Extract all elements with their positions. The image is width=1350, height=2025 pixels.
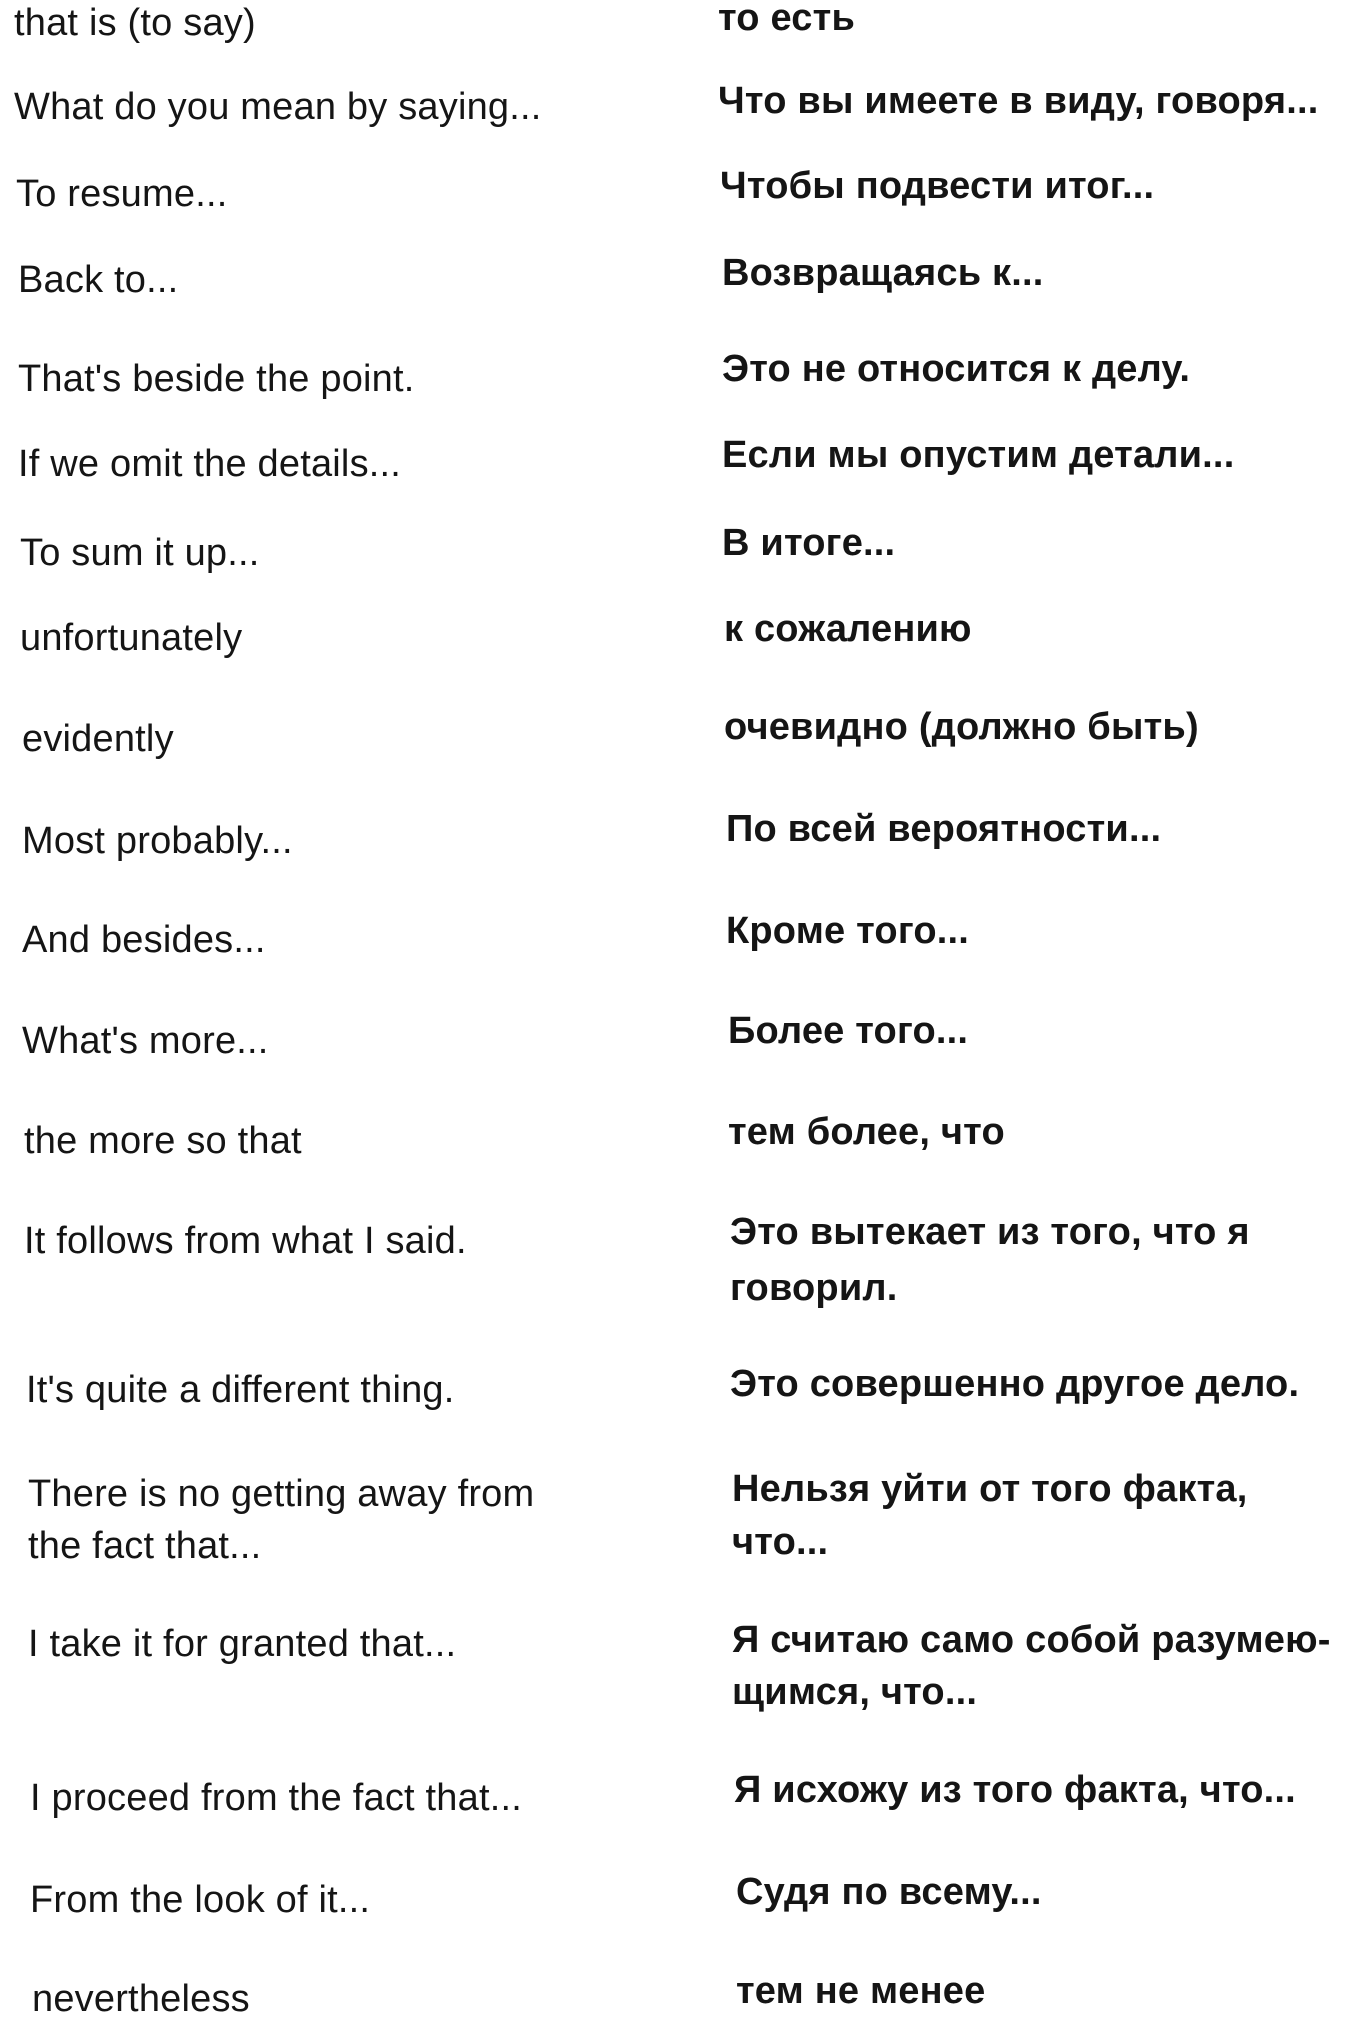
phrase-ru-6: Если мы опустим детали... xyxy=(722,434,1235,476)
phrase-ru-12: Более того... xyxy=(728,1010,969,1052)
phrase-ru-9: очевидно (должно быть) xyxy=(724,706,1199,748)
phrase-en-10: Most probably... xyxy=(22,820,293,862)
phrase-en-18: I proceed from the fact that... xyxy=(30,1777,522,1819)
phrase-en-12: What's more... xyxy=(22,1020,269,1062)
phrase-ru-16: Нельзя уйти от того факта, xyxy=(732,1468,1248,1510)
phrase-ru-14-line-2: говорил. xyxy=(730,1267,898,1309)
phrase-ru-13: тем более, что xyxy=(728,1111,1005,1153)
phrase-en-2: What do you mean by saying... xyxy=(14,86,542,128)
phrase-en-17: I take it for granted that... xyxy=(28,1623,457,1665)
phrase-ru-16-line-2: что... xyxy=(732,1521,829,1563)
phrase-en-1: that is (to say) xyxy=(14,2,256,44)
phrase-ru-2: Что вы имеете в виду, говоря... xyxy=(718,80,1319,122)
phrase-en-16: There is no getting away from xyxy=(28,1473,535,1515)
phrase-en-15: It's quite a different thing. xyxy=(26,1369,455,1411)
phrase-ru-3: Чтобы подвести итог... xyxy=(720,165,1155,207)
phrase-ru-15: Это совершенно другое дело. xyxy=(730,1363,1300,1405)
phrase-ru-17-line-2: щимся, что... xyxy=(732,1671,978,1713)
phrase-ru-19: Судя по всему... xyxy=(736,1871,1042,1913)
phrase-en-19: From the look of it... xyxy=(30,1879,371,1921)
phrase-en-11: And besides... xyxy=(22,919,266,961)
phrase-ru-10: По всей вероятности... xyxy=(726,808,1162,850)
phrase-ru-14: Это вытекает из того, что я xyxy=(730,1211,1250,1253)
phrase-en-16-line-2: the fact that... xyxy=(28,1525,262,1567)
phrase-en-5: That's beside the point. xyxy=(18,358,415,400)
phrase-ru-17: Я считаю само собой разумею- xyxy=(732,1619,1331,1661)
phrase-en-4: Back to... xyxy=(18,259,179,301)
phrase-ru-8: к сожалению xyxy=(724,608,972,650)
phrase-en-6: If we omit the details... xyxy=(18,443,402,485)
phrase-ru-11: Кроме того... xyxy=(726,910,970,952)
phrase-ru-18: Я исхожу из того факта, что... xyxy=(734,1769,1296,1811)
phrase-ru-4: Возвращаясь к... xyxy=(722,252,1044,294)
phrase-en-13: the more so that xyxy=(24,1120,302,1162)
phrase-en-20: nevertheless xyxy=(32,1978,250,2020)
phrase-en-7: To sum it up... xyxy=(20,532,260,574)
phrase-en-8: unfortunately xyxy=(20,617,243,659)
phrase-ru-1: то есть xyxy=(718,0,856,39)
phrase-en-3: To resume... xyxy=(16,173,228,215)
phrase-ru-5: Это не относится к делу. xyxy=(722,348,1191,390)
phrase-ru-7: В итоге... xyxy=(722,522,896,564)
phrase-ru-20: тем не менее xyxy=(736,1970,986,2012)
phrase-en-14: It follows from what I said. xyxy=(24,1220,467,1262)
phrase-en-9: evidently xyxy=(22,718,174,760)
